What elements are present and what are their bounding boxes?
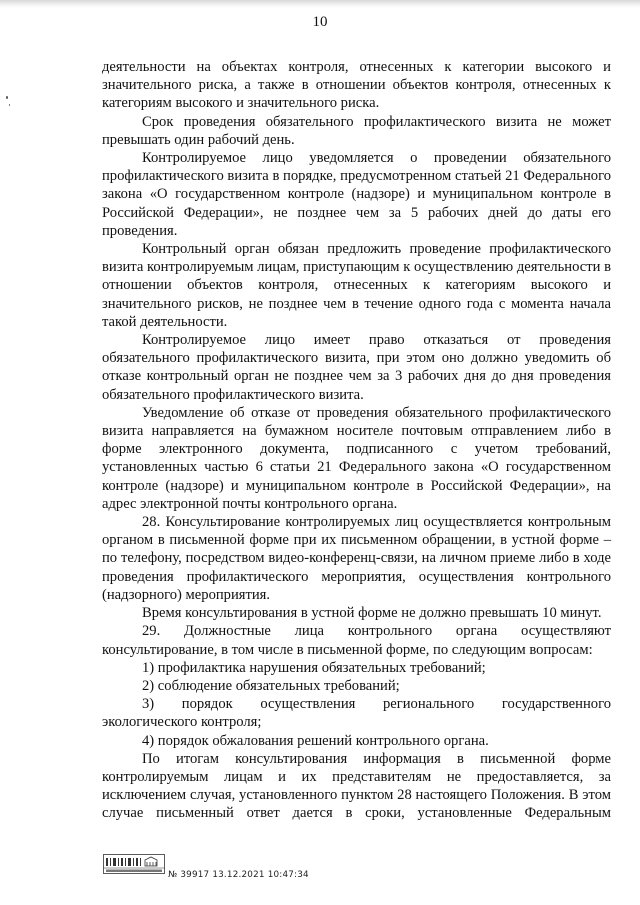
scan-edge-shadow bbox=[0, 0, 640, 8]
list-item: 4) порядок обжалования решений контрольного органа. bbox=[142, 732, 489, 749]
paragraph: По итогам консультирования информация в письменной форме контролируемым лицам и их представителям не предоставляется, за исключением случая, установленного пунктом 28 настоящего Положения. В этом случае письменный ответ дается в сроки, установленные Федеральным bbox=[102, 750, 611, 822]
registry-stamp-icon bbox=[103, 854, 165, 874]
paragraph: Контролируемое лицо уведомляется о проведении обязательного профилактического визита в порядке, предусмотренном статьей 21 Федерального закона «О государственном контроле (надзоре) и муниципальном контроле в Российской Федерации», не позднее чем за 5 рабочих дней до даты его проведения. bbox=[102, 150, 611, 239]
paragraph: Время консультирования в устной форме не должно превышать 10 минут. bbox=[142, 605, 602, 622]
scan-speck bbox=[9, 104, 10, 106]
paragraph: Уведомление об отказе от проведения обязательного профилактического визита направляется на бумажном носителе почтовым отправлением либо в форме электронного документа, подписанного с учетом требований, установленных частью 6 статьи 21 Федерального закона «О государственном контроле (надзоре) и муниципальном контроле в Российской Федерации», на адрес электронной почты контрольного органа. bbox=[102, 404, 611, 512]
paragraph: 28. Консультирование контролируемых лиц осуществляется контрольным органом в письменной форме при их письменном обращении, в устной форме – по телефону, посредством видео-конференц-связи, на личном приеме либо в ходе проведения профилактического мероприятия, осуществления контрольного (надзорного) мероприятия. bbox=[102, 514, 611, 603]
document-body bbox=[102, 58, 611, 823]
paragraph: 29. Должностные лица контрольного органа осуществляют консультирование, в том числе в письменной форме, по следующим вопросам: bbox=[102, 623, 611, 658]
list-item: 3) порядок осуществления регионального государственного экологического контроля; bbox=[102, 696, 611, 731]
list-item: 1) профилактика нарушения обязательных требований; bbox=[142, 659, 486, 676]
page-number: 10 bbox=[312, 14, 328, 30]
list-item: 2) соблюдение обязательных требований; bbox=[142, 677, 400, 694]
scan-speck bbox=[6, 96, 8, 99]
paragraph: Срок проведения обязательного профилактического визита не может превышать один рабочий день. bbox=[102, 113, 611, 148]
paragraph: Контролируемое лицо имеет право отказаться от проведения обязательного профилактического визита, при этом оно должно уведомить об отказе контрольный орган не позднее чем за 3 рабочих дня до дня проведения обязательного профилактического визита. bbox=[102, 332, 611, 403]
paragraph: деятельности на объектах контроля, отнесенных к категории высокого и значительного риска, а также в отношении объектов контроля, отнесенных к категориям высокого и значительного риска. bbox=[102, 59, 611, 112]
registration-number: № 39917 13.12.2021 10:47:34 bbox=[168, 870, 309, 880]
paragraph: Контрольный орган обязан предложить проведение профилактического визита контролируемым лицам, приступающим к осуществлению деятельности в отношении объектов контроля, отнесенных к категориям высокого и значительного рисков, не позднее чем в течение одного года с момента начала такой деятельности. bbox=[102, 241, 611, 330]
